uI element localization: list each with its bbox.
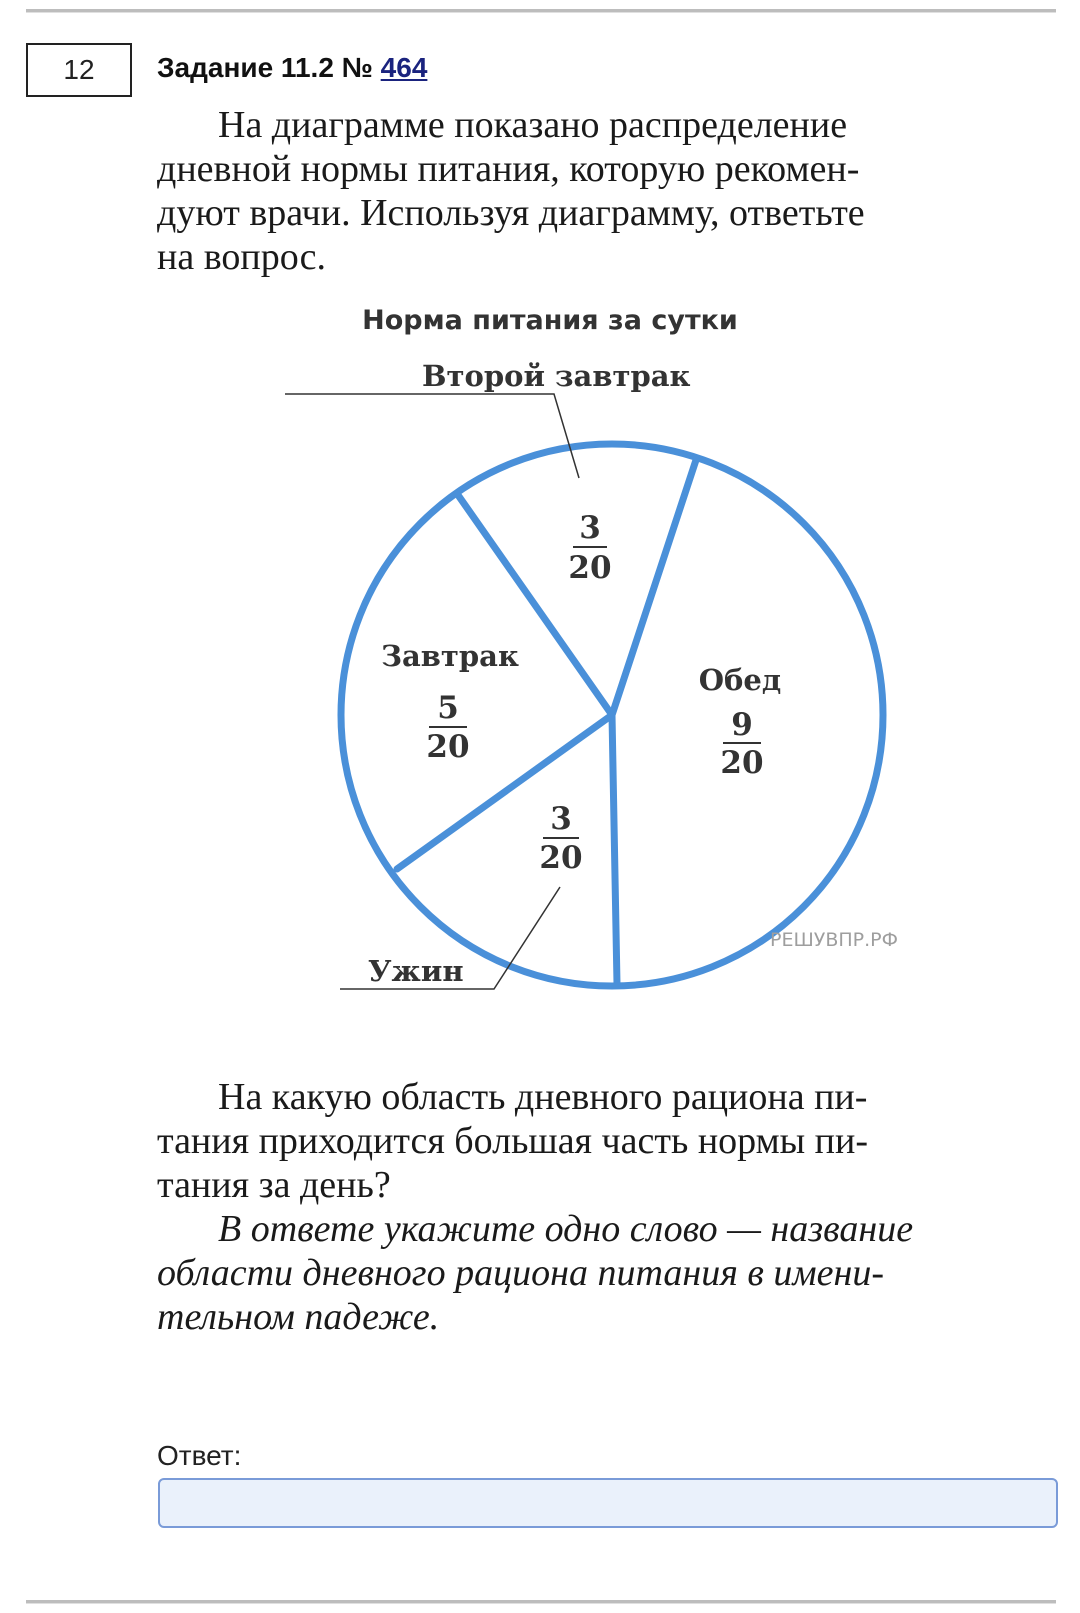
instruction-line: тельном падеже. <box>157 1296 440 1338</box>
slice-divider <box>612 715 617 984</box>
leader-lines <box>285 394 579 989</box>
intro-line: дневной нормы питания, которую рекомен- <box>157 148 860 190</box>
numerator-dinner: 3 <box>550 801 572 837</box>
pie-geometry <box>341 444 883 986</box>
bottom-divider <box>26 1600 1056 1604</box>
answer-input[interactable] <box>158 1478 1058 1528</box>
numerator-breakfast: 5 <box>437 690 459 726</box>
intro-line: на вопрос. <box>157 236 327 278</box>
answer-label: Ответ: <box>157 1440 242 1471</box>
task-number: 12 <box>26 43 132 97</box>
label-dinner: Ужин <box>368 954 464 988</box>
question-line: тания приходится большая часть нормы пи- <box>157 1120 868 1162</box>
question-line: тания за день? <box>157 1164 391 1206</box>
chart-title: Норма питания за сутки <box>362 305 738 336</box>
denominator-second-breakfast: 20 <box>568 550 612 586</box>
denominator-lunch: 20 <box>720 745 764 781</box>
top-divider <box>26 9 1056 13</box>
leader-line-second-breakfast <box>285 394 579 478</box>
task-header-prefix: Задание 11.2 № <box>157 52 381 83</box>
task-id-link[interactable]: 464 <box>380 52 428 83</box>
denominator-breakfast: 20 <box>426 729 470 765</box>
task-header <box>157 52 427 84</box>
numerator-lunch: 9 <box>731 707 753 743</box>
label-second-breakfast: Второй завтрак <box>422 359 691 393</box>
numerator-second-breakfast: 3 <box>579 510 601 546</box>
intro-line: На диаграмме показано распределение <box>218 104 848 146</box>
slice-divider <box>612 460 696 715</box>
intro-line: дуют врачи. Используя диаграмму, ответьте <box>157 192 865 234</box>
denominator-dinner: 20 <box>539 840 583 876</box>
watermark: РЕШУВПР.РФ <box>770 929 898 951</box>
label-breakfast: Завтрак <box>381 639 519 673</box>
instruction-line: В ответе укажите одно слово — название <box>218 1208 914 1250</box>
label-lunch: Обед <box>698 663 782 697</box>
pie-chart <box>270 295 920 1025</box>
question-line: На какую область дневного рациона пи- <box>218 1076 868 1118</box>
instruction-line: области дневного рациона питания в имени- <box>157 1252 885 1294</box>
